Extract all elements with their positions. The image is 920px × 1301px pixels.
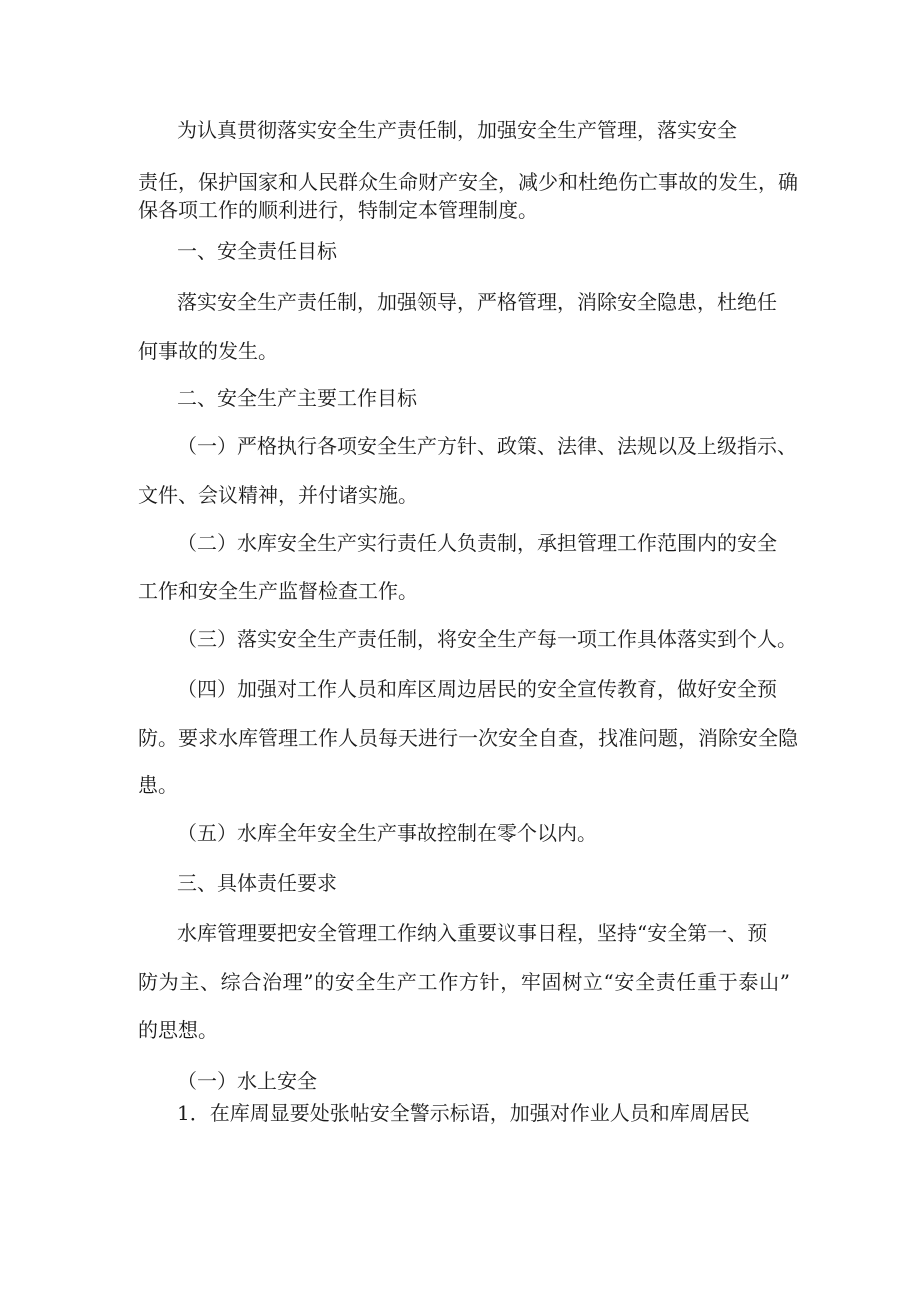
section-1-line-2: 何事故的发生。 <box>138 339 278 363</box>
section-3-para-line-3: 的思想。 <box>138 1018 218 1042</box>
section-3-para-line-1: 水库管理要把安全管理工作纳入重要议事日程，坚持“安全第一、预 <box>177 921 768 945</box>
intro-line-3: 保各项工作的顺利进行，特制定本管理制度。 <box>138 198 538 222</box>
section-2-item-4-line-1: （四）加强对工作人员和库区周边居民的安全宣传教育，做好安全预 <box>177 677 777 701</box>
section-3-item-1: 1．在库周显要处张帖安全警示标语，加强对作业人员和库周居民 <box>177 1101 750 1125</box>
section-3-sub-heading: （一）水上安全 <box>177 1069 317 1093</box>
section-1-heading: 一、安全责任目标 <box>177 239 337 263</box>
section-3-heading: 三、具体责任要求 <box>177 871 337 895</box>
section-2-item-2-line-1: （二）水库安全生产实行责任人负责制，承担管理工作范围内的安全 <box>177 531 777 555</box>
section-2-item-5-line-1: （五）水库全年安全生产事故控制在零个以内。 <box>177 821 597 845</box>
intro-line-2: 责任，保护国家和人民群众生命财产安全，减少和杜绝伤亡事故的发生，确 <box>138 170 798 194</box>
section-2-item-1-line-2: 文件、会议精神，并付诸实施。 <box>138 483 418 507</box>
section-2-item-2-line-2: 工作和安全生产监督检查工作。 <box>138 579 418 603</box>
intro-line-1: 为认真贯彻落实安全生产责任制，加强安全生产管理，落实安全 <box>177 118 737 142</box>
section-2-item-4-line-3: 患。 <box>138 773 178 797</box>
section-3-para-line-2: 防为主、综合治理”的安全生产工作方针，牢固树立“安全责任重于泰山” <box>138 970 790 994</box>
section-2-heading: 二、安全生产主要工作目标 <box>177 386 417 410</box>
section-1-line-1: 落实安全生产责任制，加强领导，严格管理，消除安全隐患，杜绝任 <box>177 290 777 314</box>
section-2-item-1-line-1: （一）严格执行各项安全生产方针、政策、法律、法规以及上级指示、 <box>177 434 797 458</box>
section-2-item-4-line-2: 防。要求水库管理工作人员每天进行一次安全自查，找准问题，消除安全隐 <box>138 726 798 750</box>
section-2-item-3-line-1: （三）落实安全生产责任制，将安全生产每一项工作具体落实到个人。 <box>177 627 797 651</box>
